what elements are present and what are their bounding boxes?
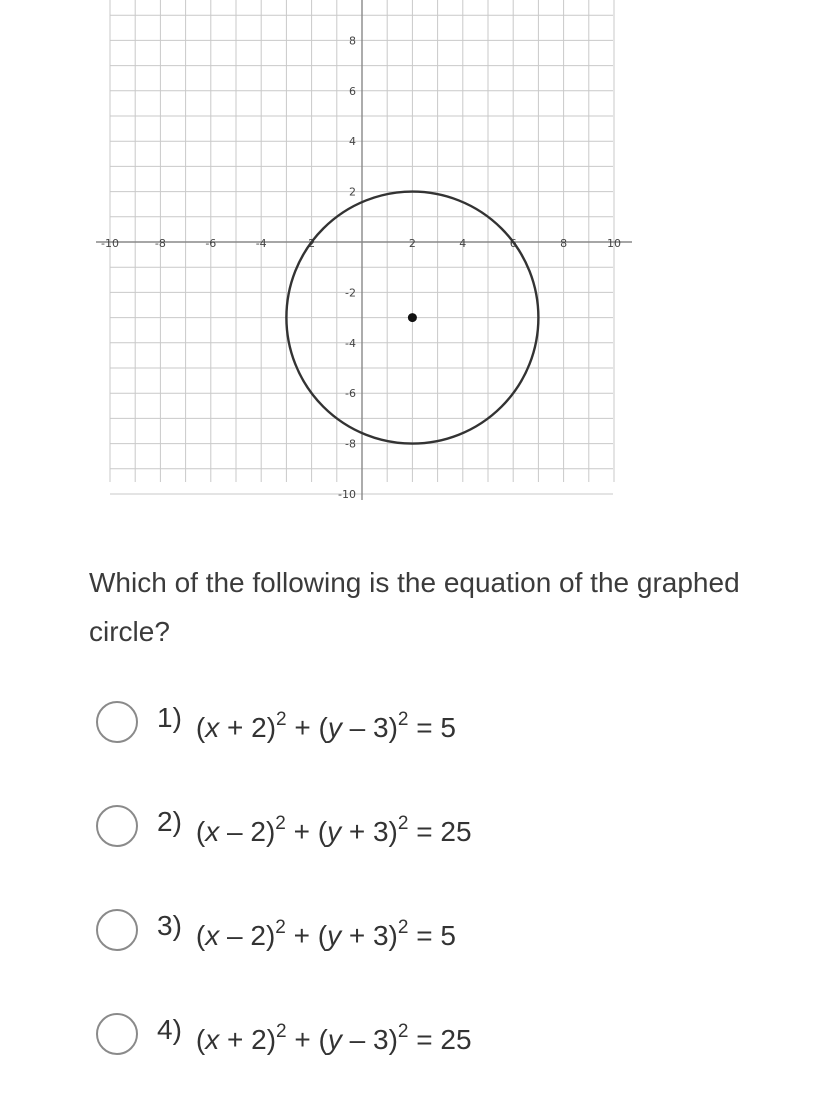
y-tick-label: 4 bbox=[349, 135, 356, 149]
x-tick-label: 8 bbox=[560, 237, 568, 250]
x-tick-label: -8 bbox=[154, 237, 166, 250]
y-tick-label: 2 bbox=[349, 185, 356, 199]
choice-3-equation: $(x - 2)^2 + (y + 3)^2 = 5$ bbox=[195, 916, 456, 951]
choice-4-number: 4) bbox=[157, 1014, 182, 1045]
choice-1-number: 1) bbox=[157, 702, 182, 733]
x-tick-label: -6 bbox=[205, 237, 217, 250]
axes bbox=[96, 0, 632, 500]
y-tick-label: -10 bbox=[338, 488, 356, 501]
radio-button-1[interactable] bbox=[96, 701, 138, 743]
y-tick-label: 8 bbox=[349, 34, 356, 48]
choice-4[interactable] bbox=[96, 1011, 472, 1057]
x-tick-label: 4 bbox=[459, 237, 467, 250]
radio-button-4[interactable] bbox=[96, 1013, 138, 1055]
radio-button-2[interactable] bbox=[96, 805, 138, 847]
y-tick-label: -4 bbox=[345, 336, 356, 350]
x-tick-label: -4 bbox=[255, 237, 267, 250]
x-tick-label: -10 bbox=[101, 237, 119, 250]
x-tick-label: 6 bbox=[509, 237, 517, 250]
question-text: Which of the following is the equation of the graphed circle? bbox=[89, 567, 740, 647]
choice-2-equation: $(x - 2)^2 + (y + 3)^2 = 25$ bbox=[195, 812, 472, 847]
choice-3[interactable] bbox=[96, 907, 456, 953]
choice-4-equation: $(x + 2)^2 + (y - 3)^2 = 25$ bbox=[195, 1020, 472, 1055]
x-tick-label: 10 bbox=[607, 237, 621, 250]
x-tick-label: 2 bbox=[308, 237, 316, 250]
choice-3-number: 3) bbox=[157, 910, 182, 941]
choice-2[interactable] bbox=[96, 803, 472, 849]
y-tick-label: 6 bbox=[349, 84, 356, 98]
radio-button-3[interactable] bbox=[96, 909, 138, 951]
y-tick-label: -8 bbox=[345, 437, 356, 451]
y-tick-label: -2 bbox=[345, 286, 356, 300]
coordinate-graph bbox=[0, 0, 822, 520]
choice-1[interactable] bbox=[96, 699, 456, 745]
y-tick-label: -6 bbox=[345, 387, 356, 401]
choice-1-equation: $(x + 2)^2 + (y - 3)^2 = 5$ bbox=[195, 708, 456, 743]
x-tick-label: 2 bbox=[408, 237, 416, 250]
circle-center-point bbox=[408, 313, 417, 322]
choice-2-number: 2) bbox=[157, 806, 182, 837]
